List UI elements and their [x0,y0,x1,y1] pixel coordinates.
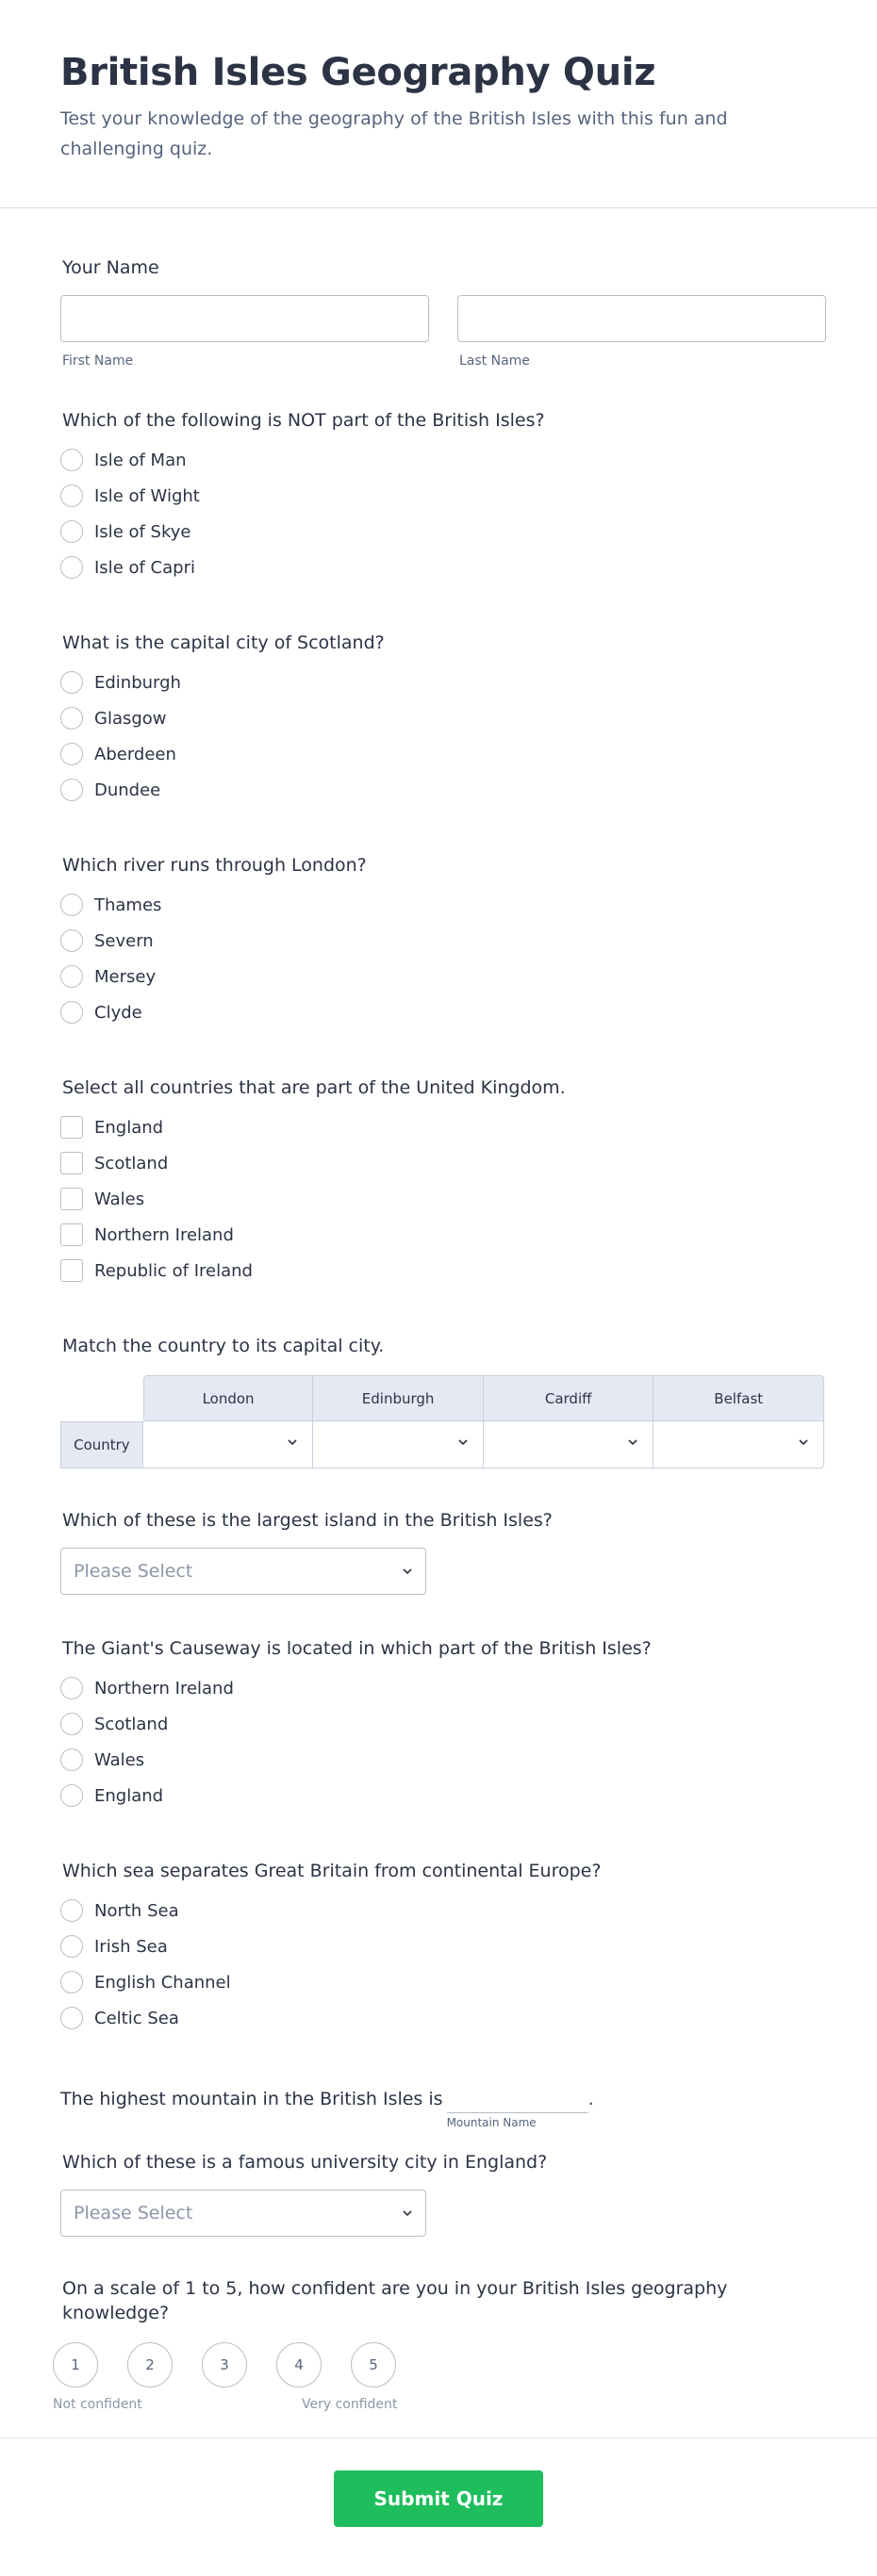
radio-button[interactable] [60,1971,83,1994]
radio-button[interactable] [60,2007,83,2029]
university-city-select[interactable] [60,2190,426,2237]
radio-option[interactable] [60,887,824,923]
chevron-down-icon [403,2208,412,2218]
radio-group [60,665,824,808]
checkbox[interactable] [60,1259,83,1282]
radio-option[interactable] [60,700,824,736]
radio-button[interactable] [60,1001,83,1024]
radio-option[interactable] [60,736,824,772]
matrix-column-header: Cardiff [484,1375,654,1421]
option-label: Dundee [94,779,161,800]
largest-island-select[interactable] [60,1548,426,1595]
radio-option[interactable] [60,442,824,478]
checkbox[interactable] [60,1152,83,1174]
chevron-down-icon [458,1437,468,1447]
radio-option[interactable] [60,1778,824,1813]
question-not-british-isles [60,408,824,585]
submit-button[interactable]: Submit Quiz [334,2470,543,2527]
option-label: England [94,1785,164,1806]
option-label: Scotland [94,1153,169,1173]
option-label: Wales [94,1189,145,1209]
radio-option[interactable] [60,1893,824,1928]
last-name-sublabel: Last Name [459,353,530,369]
scale-option-4[interactable]: 4 [276,2342,322,2387]
radio-button[interactable] [60,671,83,694]
radio-group [60,442,824,585]
question-confidence-scale [53,2276,824,2418]
checkbox-option[interactable] [60,1109,824,1145]
question-label: Which of these is a famous university city in England? [62,2152,548,2173]
option-label: English Channel [94,1972,231,1993]
radio-button[interactable] [60,743,83,765]
chevron-down-icon [628,1437,637,1447]
option-label: Isle of Wight [94,485,200,506]
question-london-river [60,853,824,1030]
radio-button[interactable] [60,965,83,988]
question-uk-countries [60,1075,824,1288]
first-name-input[interactable] [60,295,429,342]
checkbox-option[interactable] [60,1145,824,1181]
question-label: Which sea separates Great Britain from continental Europe? [62,1861,602,1881]
page-subtitle: Test your knowledge of the geography of the British Isles with this fun and challenging quiz. [60,108,728,159]
question-largest-island [60,1508,824,1595]
question-match-capitals [60,1334,824,1468]
radio-button[interactable] [60,1713,83,1735]
option-label: Isle of Man [94,450,187,470]
option-label: Irish Sea [94,1936,168,1957]
option-label: Mersey [94,966,157,987]
name-label: Your Name [62,257,159,278]
scale-high-label: Very confident [302,2397,398,2412]
checkbox[interactable] [60,1188,83,1210]
scale-option-3[interactable]: 3 [202,2342,247,2387]
page-title: British Isles Geography Quiz [60,51,656,94]
radio-option[interactable] [60,514,824,550]
radio-group [60,887,824,1030]
radio-button[interactable] [60,484,83,507]
matrix-dropdown[interactable] [484,1421,654,1468]
radio-button[interactable] [60,707,83,730]
radio-group [60,1893,824,2036]
question-label: Select all countries that are part of the United Kingdom. [62,1077,566,1098]
checkbox-option[interactable] [60,1181,824,1217]
radio-option[interactable] [60,665,824,700]
question-label: Which of the following is NOT part of the British Isles? [62,410,545,431]
question-separating-sea [60,1859,824,2036]
radio-button[interactable] [60,556,83,579]
option-label: England [94,1117,164,1138]
radio-option[interactable] [60,959,824,994]
option-label: Glasgow [94,708,167,729]
radio-button[interactable] [60,449,83,471]
radio-option[interactable] [60,2000,824,2036]
option-label: Republic of Ireland [94,1260,253,1281]
radio-option[interactable] [60,772,824,808]
matrix-column-header: Edinburgh [313,1375,484,1421]
radio-button[interactable] [60,1784,83,1807]
scale-low-label: Not confident [53,2397,142,2412]
matrix-dropdown[interactable] [143,1421,314,1468]
option-label: Aberdeen [94,744,176,764]
option-label: Wales [94,1749,145,1770]
scale-rating [53,2342,824,2418]
mountain-name-sublabel: Mountain Name [446,2116,537,2129]
option-label: Northern Ireland [94,1678,234,1698]
select-placeholder: Please Select [74,2203,193,2223]
quiz-form [0,208,877,2418]
chevron-down-icon [288,1437,297,1447]
option-label: Edinburgh [94,672,181,693]
chevron-down-icon [403,1567,412,1576]
option-label: North Sea [94,1900,179,1921]
chevron-down-icon [799,1437,808,1447]
matrix-row-label: Country [60,1421,143,1468]
radio-button[interactable] [60,1935,83,1958]
question-label: The Giant's Causeway is located in which part of the British Isles? [62,1638,652,1659]
radio-button[interactable] [60,894,83,916]
question-label: What is the capital city of Scotland? [62,632,385,653]
scale-option-2[interactable]: 2 [127,2342,173,2387]
radio-button[interactable] [60,1748,83,1771]
radio-option[interactable] [60,478,824,514]
radio-button[interactable] [60,1899,83,1922]
question-scotland-capital [60,631,824,808]
checkbox[interactable] [60,1223,83,1246]
scale-option-1[interactable]: 1 [53,2342,98,2387]
scale-option-5[interactable]: 5 [351,2342,396,2387]
checkbox[interactable] [60,1116,83,1139]
radio-group [60,1670,824,1813]
form-footer [0,2437,877,2576]
question-label: Match the country to its capital city. [62,1336,385,1356]
blank-text-before: The highest mountain in the British Isles is [60,2089,443,2109]
checkbox-group [60,1109,824,1288]
matrix-dropdown[interactable] [654,1421,824,1468]
radio-option[interactable] [60,994,824,1030]
question-label: On a scale of 1 to 5, how confident are you in your British Isles geography knowledge? [62,2278,728,2323]
first-name-sublabel: First Name [62,353,134,369]
matrix-column-header: Belfast [654,1375,824,1421]
name-question [60,208,824,369]
option-label: Clyde [94,1002,142,1023]
checkbox-option[interactable] [60,1253,824,1288]
matrix-corner [60,1375,143,1421]
radio-option[interactable] [60,1742,824,1778]
radio-option[interactable] [60,1928,824,1964]
radio-button[interactable] [60,1677,83,1699]
blank-text-after: . [587,2089,594,2109]
radio-option[interactable] [60,923,824,959]
option-label: Isle of Skye [94,521,191,542]
question-label: Which river runs through London? [62,855,367,876]
option-label: Severn [94,930,154,951]
question-label: Which of these is the largest island in the British Isles? [62,1510,553,1531]
option-label: Celtic Sea [94,2008,179,2028]
form-header [0,0,877,208]
matrix-table [60,1375,824,1468]
matrix-column-header: London [143,1375,314,1421]
select-placeholder: Please Select [74,1561,193,1582]
checkbox-option[interactable] [60,1217,824,1253]
radio-option[interactable] [60,1706,824,1742]
mountain-name-input[interactable] [447,2089,588,2113]
radio-option[interactable] [60,1964,824,2000]
matrix-dropdown[interactable] [313,1421,484,1468]
option-label: Isle of Capri [94,557,195,578]
option-label: Scotland [94,1714,169,1734]
question-highest-mountain [60,2089,824,2129]
option-label: Northern Ireland [94,1224,234,1245]
question-giants-causeway [60,1636,824,1813]
last-name-input[interactable] [457,295,826,342]
radio-option[interactable] [60,1670,824,1706]
radio-button[interactable] [60,929,83,952]
radio-button[interactable] [60,520,83,543]
radio-option[interactable] [60,550,824,585]
radio-button[interactable] [60,779,83,801]
question-university-city [60,2150,824,2237]
option-label: Thames [94,894,162,915]
